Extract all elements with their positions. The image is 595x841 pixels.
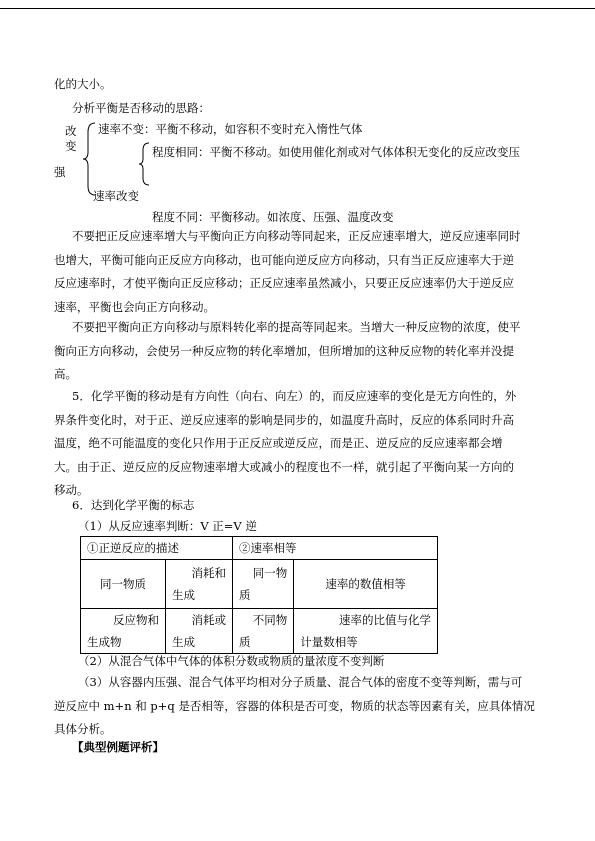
rate-unchanged: 速率不变：平衡不移动，如容积不变时充入惰性气体 — [98, 122, 363, 136]
rate-changed-label: 速率改变 — [93, 189, 139, 203]
table-cell — [166, 609, 233, 654]
cell-line: 不同物 — [252, 613, 288, 627]
sub3-line: 具体分析。 — [54, 722, 112, 736]
cell-line: 质 — [239, 635, 251, 649]
sub3-line: （3）从容器内压强、混合气体平均相对分子质量、混合气体的密度不变等判断，需与可 — [78, 675, 523, 689]
cell-line: 消耗或 — [191, 613, 226, 627]
table-cell — [166, 560, 233, 609]
degree-same: 程度相同：平衡不移动。如使用催化剂或对气体体积无变化的反应改变压 — [152, 145, 520, 159]
table-cell: 同一物质 — [81, 560, 166, 609]
paragraph-conversion — [54, 316, 521, 387]
cell-line: 生成物 — [87, 635, 122, 649]
section6-heading: 6．达到化学平衡的标志 — [72, 498, 195, 512]
example-heading: 【典型例题评析】 — [72, 740, 164, 754]
para3-line: 大。由于正、逆反应的反应物速率增大或减小的程度也不一样，就引起了平衡向某一方向的 — [54, 459, 514, 474]
para1-line: 速率，平衡也会向正方向移动。 — [54, 299, 215, 314]
table-cell — [233, 560, 294, 609]
table-row — [81, 609, 438, 654]
table-cell — [81, 609, 166, 654]
equilibrium-marker-table — [80, 536, 438, 654]
table-cell — [233, 609, 294, 654]
para3-line: 移动。 — [54, 483, 89, 497]
para2-line: 高。 — [54, 367, 77, 381]
cell-line: 反应物和 — [113, 613, 159, 627]
cell-line: 速率的比值与化学 — [339, 613, 431, 627]
table-header-rate-equal: ②速率相等 — [233, 537, 438, 560]
paragraph-point-5 — [54, 385, 516, 503]
table-row — [81, 560, 438, 609]
label-bian: 变 — [65, 139, 77, 153]
para3-line: 温度，绝不可能温度的变化只作用于正反应或逆反应，而是正、逆反应的反应速率都会增 — [54, 436, 503, 450]
para2-line: 衡向正方向移动，会使另一种反应物的转化率增加，但所增加的这种反应物的转化率并没提 — [54, 343, 514, 358]
para3-line: 界条件变化时，对于正、逆反应速率的影响是同步的，如温度升高时，反应的体系同时升高 — [54, 412, 514, 427]
table-header-row — [81, 537, 438, 560]
para1-line: 不要把正反应速率增大与平衡向正方向移动等同起来，正反应速率增大，逆反应速率同时 — [72, 229, 521, 243]
cell-line: 生成 — [172, 635, 195, 649]
table-cell — [294, 609, 438, 654]
degree-different: 程度不同：平衡移动。如浓度、压强、温度改变 — [152, 210, 394, 224]
outer-brace-icon — [82, 122, 98, 196]
sub2-heading: （2）从混合气体中气体的体积分数或物质的量浓度不变判断 — [78, 654, 385, 668]
table-header-description: ①正逆反应的描述 — [81, 537, 233, 560]
cell-line: 消耗和 — [191, 566, 226, 580]
cell-line: 同一物 — [252, 566, 288, 580]
sub3-paragraph — [54, 671, 535, 742]
para1-line: 反应速率时，才使平衡向正反应移动；正反应速率虽然减小，只要正反应速率仍大于逆反应 — [54, 276, 514, 290]
cell-line: 计量数相等 — [300, 635, 358, 649]
para2-line: 不要把平衡向正方向移动与原料转化率的提高等同起来。当增大一种反应物的浓度，使平 — [72, 320, 521, 334]
table-cell: 速率的数值相等 — [294, 560, 438, 609]
inner-brace-icon — [138, 142, 152, 186]
paragraph-rate-vs-shift — [54, 225, 521, 319]
para3-line: 5．化学平衡的移动是有方向性（向右、向左）的，而反应速率的变化是无方向性的，外 — [72, 389, 517, 403]
label-gai: 改 — [65, 124, 77, 138]
cell-line: 生成 — [172, 588, 195, 602]
analysis-heading: 分析平衡是否移动的思路： — [72, 101, 210, 115]
intro-line: 化的大小。 — [54, 77, 112, 91]
sub3-line: 逆反应中 m+n 和 p+q 是否相等，容器的体积是否可变，物质的状态等因素有关，应具体情况 — [54, 698, 535, 713]
para1-line: 也增大，平衡可能向正反应方向移动，也可能向逆反应方向移动，只有当正反应速率大于逆 — [54, 252, 514, 267]
sub1-heading: （1）从反应速率判断：V 正=V 逆 — [78, 519, 257, 533]
top-rule — [0, 8, 595, 9]
label-qiang: 强 — [54, 165, 66, 179]
cell-line: 质 — [239, 588, 251, 602]
